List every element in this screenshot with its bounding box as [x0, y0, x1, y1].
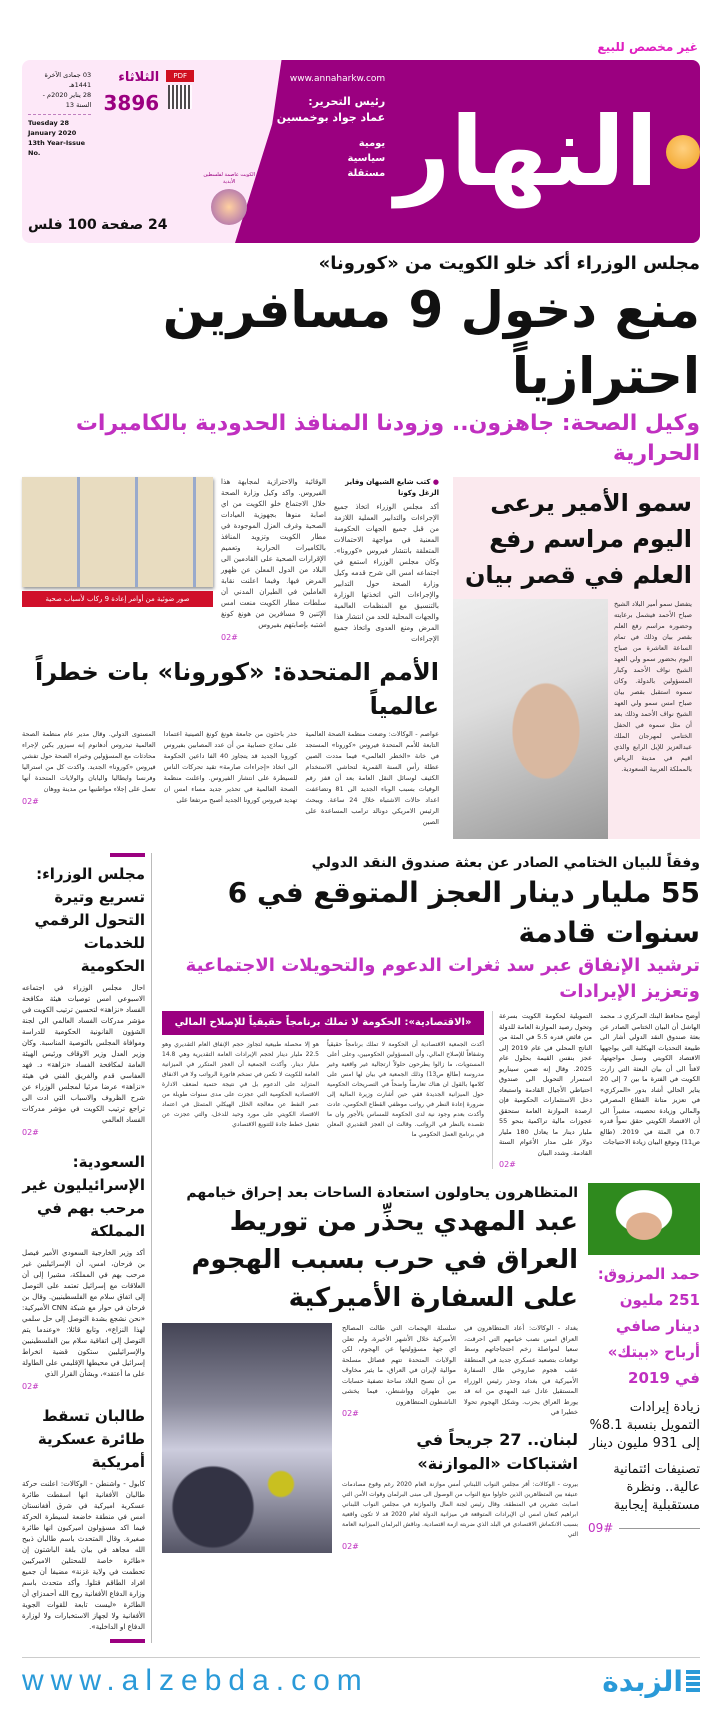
left-story-3-text: كابول - واشنطن - الوكالات: اعلنت حركة طالبان الأفغانية انها اسقطت طائرة عسكرية اميركية في شرق أفغانستان امس في منطقة خاضعة لسيطرة الحركة فيما اكد مسؤولون اميركيون انها طائرة صغيرة. وقال المتحدث باسم طالبان ذبيح الله مجاهد في بيان بلغة الباشتون إن «طائرة خاصة للمحتلين الاميركيين تحطمت في ولاية غزنة» مضيفا أن جميع افراد الطاقم قتلوا. وأكد متحدث باسم وزارة الدفاع الأفغانية روح الله أحمدزاي أن الطائرة «ليست تابعة للقوات الجوية الأفغانية ولا لجهاز الاستخبارات ولا لوزارة الدفاع او الداخلية». — [22, 1480, 145, 1631]
imf-col-2: التمويلية لحكومة الكويت بسرعة وتحول رصيد الموازنة العامة للدولة من فائض قدره 5.5 في المئة من الناتج المحلي في عام 2019 إلى عجز بنفس القيمة بحلول عام 2025. وقال إنه ضمن سيناريو استمرار التحويل الى صندوق احتياطي الأجيال القادمة واستبعاد دخل الاستثمارات الحكومية فإن ارصدة الموازنة العامة ستحقق عجوزات مالية تراكمية بنحو 55 مليار دينار ما يعادل 180 مليار دولار على مدار الأعوام الستة القادمة. وشدد البيان — [499, 1012, 592, 1157]
lower-main — [162, 853, 700, 1643]
left-col-bar — [110, 853, 145, 857]
iraq-kicker: المتظاهرون يحاولون استعادة الساحات بعد إحراق خيامهم — [186, 1185, 578, 1201]
imf-subhead: ترشيد الإنفاق عبر سد ثغرات الدعوم والتحويلات الاجتماعية وتعزيز الإيرادات — [185, 955, 700, 1002]
lebanon-headline[interactable]: لبنان.. 27 جريحاً في اشتباكات «الموازنة» — [416, 1430, 578, 1473]
lead-kicker: مجلس الوزراء أكد خلو الكويت من «كورونا» — [318, 253, 700, 274]
photo-caption: صور ضوئية من أوامر إعادة 9 ركاب لأسباب صحية — [22, 591, 213, 607]
emir-story[interactable] — [453, 477, 700, 839]
lead-body-area — [22, 477, 439, 839]
price — [28, 217, 195, 233]
imf-kicker: وفقاً للبيان الختامي الصادر عن بعثة صندوق النقد الدولي — [311, 855, 700, 871]
issue-number: 3896 — [103, 91, 160, 115]
sun-logo-icon — [666, 135, 700, 169]
lebanon-page-tag[interactable]: 02# — [342, 1542, 359, 1551]
left-col-bar-bottom — [110, 1639, 145, 1643]
iraq-protest-photo — [162, 1323, 332, 1553]
logo-lines-icon — [686, 1670, 700, 1692]
left-story-3[interactable] — [22, 1405, 145, 1633]
imf-col-1: أوضح محافظ البنك المركزي د. محمد الهاشل أن البيان الختامي الصادر عن بعثة صندوق النقد الدولي أشار الى طبيعة التحديات الهيكلية التي يواجهها الاقتصاد الكويتي وسبل مواجهتها، لافتاً الى أن بيان البعثة التي زارت الكويت في الفترة ما بين 7 إلى 20 يناير الحالي أشاد بدور «المركزي» في تعزيز متانة القطاع المصرفي والمالي وزيادة تحصينه، مشيراً الى أن الاقتصاد الكويتي حقق نمواً قدره 0.7 في المئة في 2019. (طالع ص11) وتوقع البيان زيادة الاحتياجات — [600, 1012, 700, 1146]
kfh-page-tag[interactable]: 09# — [588, 1521, 614, 1535]
lead-section — [22, 477, 700, 839]
emir-headline: سمو الأمير يرعى اليوم مراسم رفع العلم في قصر بيان — [464, 489, 692, 589]
lead-page-tag[interactable]: 02# — [221, 633, 238, 642]
qr-code-icon — [168, 85, 192, 109]
emblem-text: الكويت عاصمة لفلسطين الأبدية — [203, 172, 255, 185]
left-story-2-tag[interactable]: 02# — [22, 1382, 39, 1391]
un-col-3: المستوى الدولي. وقال مدير عام منظمة الصحة العالمية تيدروس أدهانوم إنه سيزور بكين لإجراء محادثات مع المسؤولين وخبراء الصحة حول تفشي فيروس «كورونا» الجديد. واكدت كل من استراليا وفرنسا وايطاليا واليابان والولايات المتحدة أنها تعمل على إجلاء مواطنيها من مدينة ووهان — [22, 730, 156, 793]
tagline-daily: يومية — [358, 138, 386, 149]
left-story-2[interactable] — [22, 1151, 145, 1391]
footer-logo[interactable] — [602, 1665, 700, 1698]
palestine-emblem-icon — [211, 189, 247, 225]
economic-col-1: أكدت الجمعية الاقتصادية أن الحكومة لا تملك برنامجاً حقيقياً وشفافاً للإصلاح المالي، وأن المسؤولين الحكوميين، وعلى أعلى المستويات، ما زالوا يطرحون حلولاً ارتجالية غير واقعية وغير مدروسة (طالع ص13) وذلك الجمعية في بيان لها امس على كلامها بالقول ان هناك تعارضاً واضحاً في التصريحات الحكومية حول الميزانية الجديدة ففي حين أشارت وزيرة المالية إلى ضرورة إعادة النظر في رواتب موظفي القطاع الحكومي، عادت وأكدت بعدم وجود نية لدى الحكومة للمساس بالأجور وان ما تقصده بالنظر في الرواتب. وقالت ان العجز التقديري المعلن في برنامج العمل الحكومي ما — [327, 1041, 484, 1138]
footer-url[interactable]: www.alzebda.com — [22, 1664, 369, 1697]
iraq-story[interactable] — [162, 1183, 578, 1553]
year-issue-en: 13th Year-Issue No. — [28, 139, 86, 157]
price-value: 100 فلس — [28, 217, 97, 233]
left-story-1-headline: مجلس الوزراء: تسريع وتيرة التحول الرقمي للخدمات الحكومية — [34, 865, 145, 975]
editor-in-chief — [255, 94, 385, 126]
footer-logo-text: الزبدة — [602, 1664, 683, 1698]
masthead — [22, 60, 700, 243]
kfh-point-2: تصنيفات ائتمانية عالية.. ونظرة مستقبلية إيجابية — [613, 1462, 700, 1513]
left-story-1-tag[interactable]: 02# — [22, 1128, 39, 1137]
documents-photo — [22, 477, 213, 587]
economic-society-box — [162, 1011, 484, 1169]
lead-byline: ● كتب شايع الشيهان وفايز الزغل وكونا — [345, 478, 439, 497]
page-count: 24 صفحة — [100, 217, 168, 233]
economic-col-2: هو إلا محصلة طبيعية لتجاوز حجم الإنفاق العام التقديري وهو 22.5 مليار دينار لحجم الإيرادات العامة التقديرية وهي 14.8 مليار دينار. وأكدت الجمعية أن العجز المتكرر في الميزانية العامة للكويت لا تكمن في تضخم فاتورة الرواتب ولا في الانفاق المتزايد على الدعوم بل في نتيجة حتمية لضعف الادارة الاقتصادية الحكومية التي عجزت على مدى سنوات طويلة من عمر النفط عن معالجة الخلل الهيكلي المتمثل في اعتماد الاقتصاد الكويتي على مورد وحيد للدخل، والتي عجزت عن تفعيل خطط جادة للتنويع الاقتصادي — [162, 1041, 319, 1128]
iraq-headline[interactable]: عبد المهدي يحذِّر من توريط العراق في حرب بسبب الهجوم على السفارة الأميركية — [191, 1207, 578, 1313]
left-story-1[interactable] — [22, 863, 145, 1137]
footer — [22, 1657, 700, 1698]
dates-en — [28, 114, 91, 158]
iraq-col-1: بغداد - الوكالات: أعاد المتظاهرون في العراق امس نصب خيامهم التي احرقت، سعيا لمواصلة زخم احتجاجاتهم وسط توقعات بتصعيد عسكري جديد في المنطقة عقب هجوم صاروخي طال السفارة الأميركية في بغداد وحذر رئيس الوزراء المستقيل عادل عبد المهدي من انه قد يورط العراق بحرب. وشكل الهجوم تحولا خطيرا في — [464, 1324, 578, 1416]
lead-col-2: الوقائية والاحترازية لمجابهة هذا الفيروس. واكد وكيل وزارة الصحة خلال الاجتماع خلو الكويت من اي اصابة منوها بجهوزية العيادات الصحية وغرف العزل الموجودة في مطار الكويت وتزويد المنافذ بالكاميرات الحرارية وتعميم الإقرارات الصحية على القادمين الى البلاد من الدول المعلن عن ظهور المرض فيها. وفيما اعلنت نقابة العاملين في الطيران المدني أن سلطات مطار الكويت منعت امس الإثنين 9 مسافرين من هونغ كونغ اشتبه بإصابتهم بفيروس — [221, 478, 326, 629]
emir-text: يتفضل سمو أمير البلاد الشيخ صباح الأحمد فيشمل برعايته وحضوره مراسم رفع العلم بقصر بيان وذلك في تمام الساعة العاشرة من صباح اليوم بحضور سمو ولي العهد الشيخ نواف الأحمد وكبار المسؤولين بالدولة. وكان سموه استقبل بقصر بيان صباح امس سمو ولي العهد الشيخ نواف الأحمد وذلك بعد أن مثل سموه في الحفل الختامي لمهرجان الملك عبدالعزيز للإبل الرابع والذي اقيم في مدينة الرياض بالمملكة العربية السعودية. — [614, 600, 692, 773]
emir-photo — [453, 599, 608, 839]
lead-heading — [22, 251, 700, 469]
masthead-info — [22, 60, 203, 243]
gregorian-date-ar: 28 يناير 2020م - السنة 13 — [42, 91, 92, 109]
tagline-political: سياسية — [347, 153, 386, 164]
date-en: Tuesday 28 January 2020 — [28, 119, 77, 137]
imf-page-tag[interactable]: 02# — [499, 1160, 516, 1169]
lead-col-1: أكد مجلس الوزراء اتخاذ جميع الإجراءات والتدابير العملية اللازمة من قبل جميع الجهات الحكومية المعنية في مواجهة الاحتمالات المتعلقة بانتشار فيروس «كورونا». وكان مجلس الوزراء استمع في اجتماعه امس الى شرح قدمه وكيل وزارة الصحة حول التدابير والإجراءات التي اتخذتها الوزارة بالتنسيق مع المنظمات العالمية والجهات المحلية للحد من انتشار هذا المرض ومنع العدوى واتخاذ جميع الإجراءات — [334, 503, 439, 643]
lead-subhead: وكيل الصحة: جاهزون.. وزودنا المنافذ الحدودية بالكاميرات الحرارية — [75, 411, 700, 466]
left-story-3-headline: طالبان تسقط طائرة عسكرية أمريكية — [37, 1407, 145, 1471]
iraq-col-2: سلسلة الهجمات التي طالت المصالح الأميركية خلال الأشهر الأخيرة، ولم تعلن اي جهة مسؤوليتها عن الهجوم، لكن الولايات المتحدة تتهم فصائل مسلحة موالية لإيران في العراق، ما يثير مخاوف من أن تصبح البلاد ساحة تصفية حسابات بين طهران وواشنطن، فيما يخشى الناشطون المتظاهرون — [342, 1324, 456, 1406]
kfh-rule — [619, 1528, 700, 1529]
left-column — [22, 853, 152, 1643]
newspaper-logo[interactable]: النهار — [395, 95, 658, 208]
economic-society-box-title[interactable]: «الاقتصادية»: الحكومة لا تملك برنامجاً حقيقياً للإصلاح المالي — [162, 1011, 484, 1035]
left-story-2-text: أكد وزير الخارجية السعودي الأمير فيصل بن فرحان، امس، أن الإسرائيليين غير مرحب بهم في المملكة، مشيرا إلى أن العلاقات مع إسرائيل تعتمد على التوصل إلى اتفاق سلام مع الفلسطينيين. وقال بن فرحان في حوار مع شبكة CNN الأميركية: «نحن نشجع بشدة التوصل إلى حل سلمي لهذا النزاع»، وتابع قائلا: «وعندما يتم التوصل إلى اتفاقية سلام بين الفلسطينيين والإسرائيليين ستكون قضية انخراط إسرائيل في محيطها الإقليمي على الطاولة على ما أعتقد»، وبشأن القرار الذي — [22, 1249, 145, 1378]
tagline — [255, 136, 385, 181]
lead-headline[interactable]: منع دخول 9 مسافرين احترازياً — [162, 281, 700, 405]
tagline-independent: مستقلة — [347, 168, 386, 179]
un-page-tag[interactable]: 02# — [22, 797, 39, 806]
un-headline[interactable]: الأمم المتحدة: «كورونا» بات خطراً عالمياً — [35, 658, 439, 720]
kfh-story[interactable] — [588, 1183, 700, 1553]
left-story-2-headline: السعودية: الإسرائيليون غير مرحب بهم في المملكة — [22, 1153, 145, 1240]
iraq-page-tag[interactable]: 02# — [342, 1409, 359, 1418]
kfh-chairman-photo — [588, 1183, 700, 1255]
masthead-logo-area — [385, 60, 700, 243]
un-col-2: حذر باحثون من جامعة هونغ كونغ الصينية اعتمادا على نماذج حسابية من أن عدد المصابين بفيروس كورونا الجديد قد يتجاوز 40 الفا داعين الحكومة الى اتخاذ «إجراءات صارمة» تقيد تحركات الناس للسيطرة على انتشار الفيروس. واعلنت منظمة الصحة العالمية في تحذير جديد مساء امس ان تهديد فيروس كورونا الجديد أصبح مرتفعا على — [163, 730, 298, 804]
website-url[interactable]: www.annaharkw.com — [289, 74, 386, 84]
imf-headline[interactable]: 55 مليار دينار العجز المتوقع في 6 سنوات قادمة — [227, 876, 700, 949]
masthead-emblem — [203, 60, 255, 243]
hijri-date: 03 جمادى الآخرة 1441هـ — [44, 71, 92, 89]
kfh-point-1: زيادة إيرادات التمويل بنسبة 8.1% إلى 931 مليون دينار — [589, 1400, 700, 1451]
pdf-button[interactable]: PDF — [166, 70, 194, 82]
left-story-1-text: احال مجلس الوزراء في اجتماعه الاسبوعي امس توصيات هيئة مكافحة الفساد «نزاهة» لتحسين ترتيب الكويت في مؤشر مدركات الفساد العالمي الى لجنة الشؤون القانونية الحكومية للدراسة وموافاة المجلس بالتوصية المناسبة. وكان وزير العدل وزير الاوقاف ورئيس الهيئة العامة لمكافحة الفساد «نزاهة» د. فهد العفاسي قدم والفريق الفني في هيئة «نزاهة» عرضا مرئيا لمجلس الوزراء عن شرح الظروف والاسباب التي ادت الى تراجع ترتيب الكويت في مؤشر مدركات الفساد العالمي — [22, 984, 145, 1124]
lebanon-text: بيروت - الوكالات: أقر مجلس النواب اللبناني أمس موازنة العام 2020 رغم وقوع مصادمات عنيفة بين المتظاهرين الذين حاولوا منع النواب من الوصول الى مبنى البرلمان وقوات الأمن التي اصابت عشرين في المنطقة. وقال رئيس لجنة المال والموازنة في مجلس النواب اللبناني ابراهيم كنعان امس ان الإيرادات المتوقعة في ميزانية الدولة لعام 2020 قد لا تكون واقعية بسبب الانكماش الاقتصادي في البلد الذي ضربته ازمة اقتصادية. وناقش البرلمان الميزانية العامة التي — [342, 1481, 578, 1538]
dates-ar — [28, 70, 91, 110]
editor-label: رئيس التحرير: — [308, 95, 386, 108]
lower-section — [22, 853, 700, 1643]
editor-name: عماد جواد بوخمسين — [276, 111, 386, 124]
iraq-kfh-row — [162, 1183, 700, 1553]
kfh-headline: حمد المرزوق: 251 مليون دينار صافي أرباح «بيتك» في 2019 — [597, 1265, 700, 1387]
masthead-center — [255, 60, 385, 243]
un-col-1: عواصم - الوكالات: وضعت منظمة الصحة العالمية التابعة للأمم المتحدة فيروس «كورونا» المستجد في خانة «الخطر العالمي» فيما مددت الصين عطلة رأس السنة القمرية لتحاشي الاستخدام الكثيف لوسائل النقل العامة بعد أن قفز رقم الوفيات بسبب الوباء الجديد الى 81 وتضاعفت اعداد حالات الاشتباه خلال 24 ساعة. ويبحث الرئيس الامريكي دونالد ترامب المساعدة على الصين — [305, 730, 439, 826]
not-for-sale-label: غير مخصص للبيع — [597, 40, 698, 54]
weekday: الثلاثاء — [118, 70, 160, 85]
